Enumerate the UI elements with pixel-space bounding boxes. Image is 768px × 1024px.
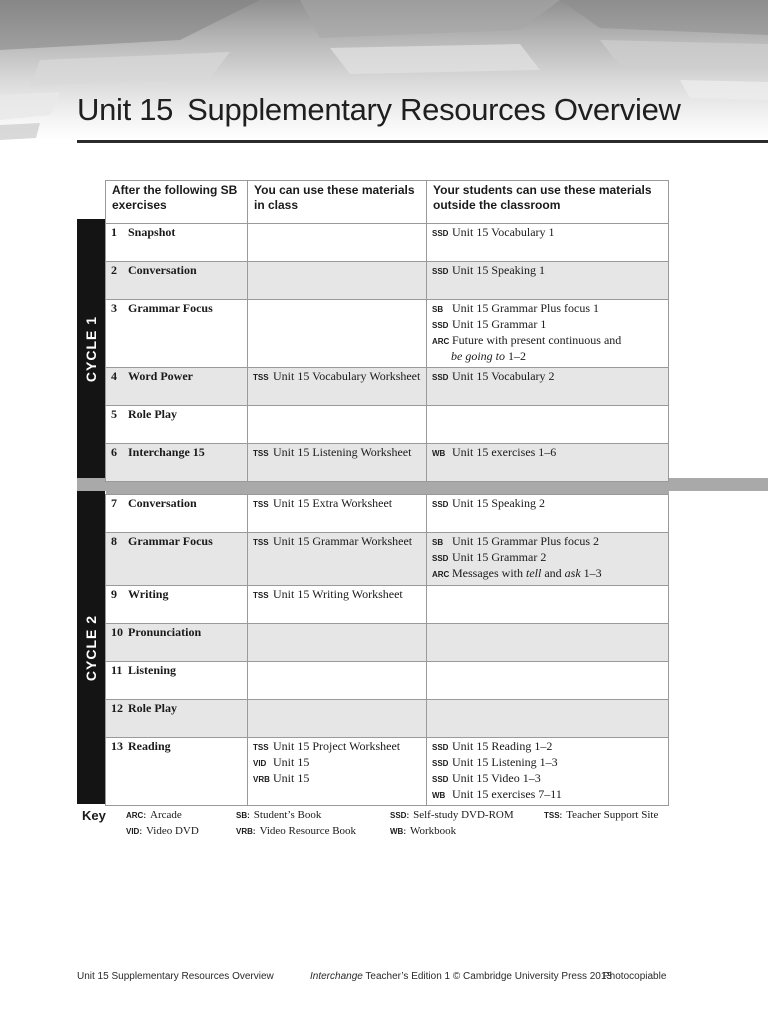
resource-text: Unit 15 Vocabulary 1 <box>452 225 555 239</box>
resource-code: SSD <box>432 267 449 276</box>
resource-text: Unit 15 Grammar Plus focus 2 <box>452 534 599 548</box>
exercise-cell <box>106 368 248 406</box>
exercise-number: 4 <box>111 369 117 383</box>
resource-code: SSD <box>432 759 449 768</box>
resource-text: Unit 15 Speaking 1 <box>452 263 545 277</box>
resource-code: ARC <box>432 337 450 346</box>
page-title <box>77 92 681 128</box>
unit-number: Unit 15 <box>77 92 174 127</box>
outside-cell <box>427 700 669 738</box>
footer-left: Unit 15 Supplementary Resources Overview <box>77 971 274 982</box>
exercise-number: 6 <box>111 445 117 459</box>
footer-center <box>310 971 612 982</box>
cycle-1-label: CYCLE 1 <box>83 315 99 382</box>
resource-text: Unit 15 Grammar Worksheet <box>273 534 413 548</box>
exercise-name: Pronunciation <box>128 625 202 639</box>
in-class-cell <box>248 662 427 700</box>
resource-text-italic: be going to <box>451 349 505 363</box>
exercise-name: Interchange 15 <box>128 445 205 459</box>
resource-text: Unit 15 <box>273 771 310 785</box>
resource-code: VRB <box>253 775 270 784</box>
table-row <box>106 444 669 482</box>
in-class-cell <box>248 738 427 806</box>
footer-right: Photocopiable <box>603 971 667 982</box>
key-code: VRB: <box>236 827 256 836</box>
exercise-name: Grammar Focus <box>128 534 213 548</box>
exercise-cell <box>106 624 248 662</box>
in-class-cell <box>248 224 427 262</box>
exercise-number: 1 <box>111 225 117 239</box>
resource-text: 1–2 <box>505 349 526 363</box>
in-class-cell <box>248 300 427 368</box>
outside-cell <box>427 662 669 700</box>
cycle-2-bar <box>77 491 105 804</box>
resource-text-italic: tell <box>526 566 542 580</box>
resource-text: Unit 15 <box>273 755 310 769</box>
resource-code: SSD <box>432 321 449 330</box>
resource-code: TSS <box>253 449 269 458</box>
resource-code: WB <box>432 449 446 458</box>
resource-code: TSS <box>253 743 269 752</box>
outside-cell <box>427 586 669 624</box>
exercise-number: 5 <box>111 407 117 421</box>
outside-cell <box>427 738 669 806</box>
cycle-2-label: CYCLE 2 <box>83 614 99 681</box>
resource-text: Unit 15 Speaking 2 <box>452 496 545 510</box>
resources-table <box>105 180 669 806</box>
resource-code: SSD <box>432 500 449 509</box>
exercise-number: 3 <box>111 301 117 315</box>
outside-cell <box>427 444 669 482</box>
resource-text: Unit 15 Listening Worksheet <box>273 445 412 459</box>
resource-code: TSS <box>253 591 269 600</box>
outside-cell <box>427 495 669 533</box>
table-row <box>106 700 669 738</box>
in-class-cell <box>248 533 427 586</box>
resource-code: SB <box>432 538 444 547</box>
header-sb-exercises: After the following SB exercises <box>106 181 248 224</box>
table-row <box>106 406 669 444</box>
in-class-cell <box>248 495 427 533</box>
resource-text: and <box>541 566 565 580</box>
in-class-cell <box>248 624 427 662</box>
table-row <box>106 368 669 406</box>
outside-cell <box>427 624 669 662</box>
exercise-name: Snapshot <box>128 225 176 239</box>
exercise-name: Role Play <box>128 407 177 421</box>
in-class-cell <box>248 444 427 482</box>
resource-text: Future with present continuous and <box>452 333 622 347</box>
cycle-1-bar <box>77 219 105 478</box>
key-item-arc <box>126 809 182 821</box>
exercise-name: Writing <box>128 587 169 601</box>
key-item-tss <box>544 809 658 821</box>
outside-cell <box>427 533 669 586</box>
key-label: Student’s Book <box>253 809 322 821</box>
in-class-cell <box>248 262 427 300</box>
resource-text: Unit 15 Grammar 1 <box>452 317 547 331</box>
resource-text: Unit 15 Project Worksheet <box>273 739 401 753</box>
key-code: WB: <box>390 827 406 836</box>
exercise-number: 11 <box>111 663 123 677</box>
header-in-class: You can use these materials in class <box>248 181 427 224</box>
exercise-cell <box>106 533 248 586</box>
outside-cell <box>427 224 669 262</box>
title-divider <box>77 140 768 143</box>
resource-text: Unit 15 exercises 1–6 <box>452 445 557 459</box>
key-code: SSD: <box>390 811 410 820</box>
resource-text-italic: ask <box>564 566 581 580</box>
exercise-cell <box>106 662 248 700</box>
exercise-cell <box>106 406 248 444</box>
key-code: VID: <box>126 827 142 836</box>
exercise-number: 8 <box>111 534 117 548</box>
key-title: Key <box>82 808 106 823</box>
table-row <box>106 624 669 662</box>
key-label: Arcade <box>150 809 182 821</box>
resource-code: WB <box>432 791 446 800</box>
key-item-wb <box>390 825 456 837</box>
key-item-ssd <box>390 809 514 821</box>
resource-code: SSD <box>432 373 449 382</box>
resource-code: TSS <box>253 500 269 509</box>
key-code: SB: <box>236 811 250 820</box>
key-label: Workbook <box>410 825 457 837</box>
exercise-number: 2 <box>111 263 117 277</box>
table-header-row <box>106 181 669 224</box>
table-row <box>106 262 669 300</box>
exercise-number: 13 <box>111 739 123 753</box>
exercise-cell <box>106 444 248 482</box>
exercise-number: 9 <box>111 587 117 601</box>
resource-code: TSS <box>253 373 269 382</box>
key-item-sb <box>236 809 321 821</box>
key-item-vid <box>126 825 199 837</box>
outside-cell <box>427 406 669 444</box>
resource-text: Unit 15 Grammar Plus focus 1 <box>452 301 599 315</box>
table-row <box>106 495 669 533</box>
title-text: Supplementary Resources Overview <box>187 92 681 127</box>
footer-book-title: Interchange <box>310 971 363 982</box>
exercise-name: Grammar Focus <box>128 301 213 315</box>
outside-cell <box>427 262 669 300</box>
key-label: Video DVD <box>146 825 199 837</box>
exercise-cell <box>106 495 248 533</box>
resource-text: Unit 15 Vocabulary 2 <box>452 369 555 383</box>
footer-copyright: Teacher’s Edition 1 © Cambridge University Press 2013 <box>362 971 612 982</box>
resource-text: Unit 15 Listening 1–3 <box>452 755 558 769</box>
resource-code: SSD <box>432 743 449 752</box>
exercise-number: 10 <box>111 625 123 639</box>
resource-text: Unit 15 Video 1–3 <box>452 771 541 785</box>
resource-code: ARC <box>432 570 450 579</box>
resource-text: Unit 15 Vocabulary Worksheet <box>273 369 421 383</box>
resource-code: SSD <box>432 554 449 563</box>
exercise-name: Conversation <box>128 263 197 277</box>
in-class-cell <box>248 586 427 624</box>
resource-code: VID <box>253 759 267 768</box>
exercise-name: Conversation <box>128 496 197 510</box>
exercise-number: 12 <box>111 701 123 715</box>
resource-code: SSD <box>432 229 449 238</box>
table-row <box>106 533 669 586</box>
exercise-cell <box>106 700 248 738</box>
resource-text: 1–3 <box>580 566 602 580</box>
key-item-vrb <box>236 825 356 837</box>
resource-text: Unit 15 Reading 1–2 <box>452 739 553 753</box>
key-code: TSS: <box>544 811 563 820</box>
table-row <box>106 300 669 368</box>
key-label: Video Resource Book <box>259 825 357 837</box>
resource-text: Unit 15 Writing Worksheet <box>273 587 403 601</box>
outside-cell <box>427 300 669 368</box>
separator-cell <box>106 482 669 495</box>
exercise-number: 7 <box>111 496 117 510</box>
cycle-separator-row <box>106 482 669 495</box>
resource-code: TSS <box>253 538 269 547</box>
exercise-name: Role Play <box>128 701 177 715</box>
key-label: Teacher Support Site <box>566 809 659 821</box>
table-row <box>106 738 669 806</box>
exercise-name: Listening <box>128 663 177 677</box>
exercise-name: Word Power <box>128 369 193 383</box>
resource-text: Messages with <box>452 566 526 580</box>
exercise-cell <box>106 262 248 300</box>
exercise-cell <box>106 224 248 262</box>
in-class-cell <box>248 700 427 738</box>
in-class-cell <box>248 406 427 444</box>
exercise-cell <box>106 300 248 368</box>
resource-code: SB <box>432 305 444 314</box>
resource-text: Unit 15 Extra Worksheet <box>273 496 393 510</box>
exercise-name: Reading <box>128 739 171 753</box>
in-class-cell <box>248 368 427 406</box>
header-outside-classroom: Your students can use these materials outside the classroom <box>427 181 669 224</box>
outside-cell <box>427 368 669 406</box>
exercise-cell <box>106 586 248 624</box>
table-row <box>106 662 669 700</box>
resource-text: Unit 15 exercises 7–11 <box>452 787 562 801</box>
key-code: ARC: <box>126 811 146 820</box>
exercise-cell <box>106 738 248 806</box>
resource-code: SSD <box>432 775 449 784</box>
table-row <box>106 586 669 624</box>
resource-text: Unit 15 Grammar 2 <box>452 550 547 564</box>
table-row <box>106 224 669 262</box>
key-label: Self-study DVD-ROM <box>413 809 514 821</box>
